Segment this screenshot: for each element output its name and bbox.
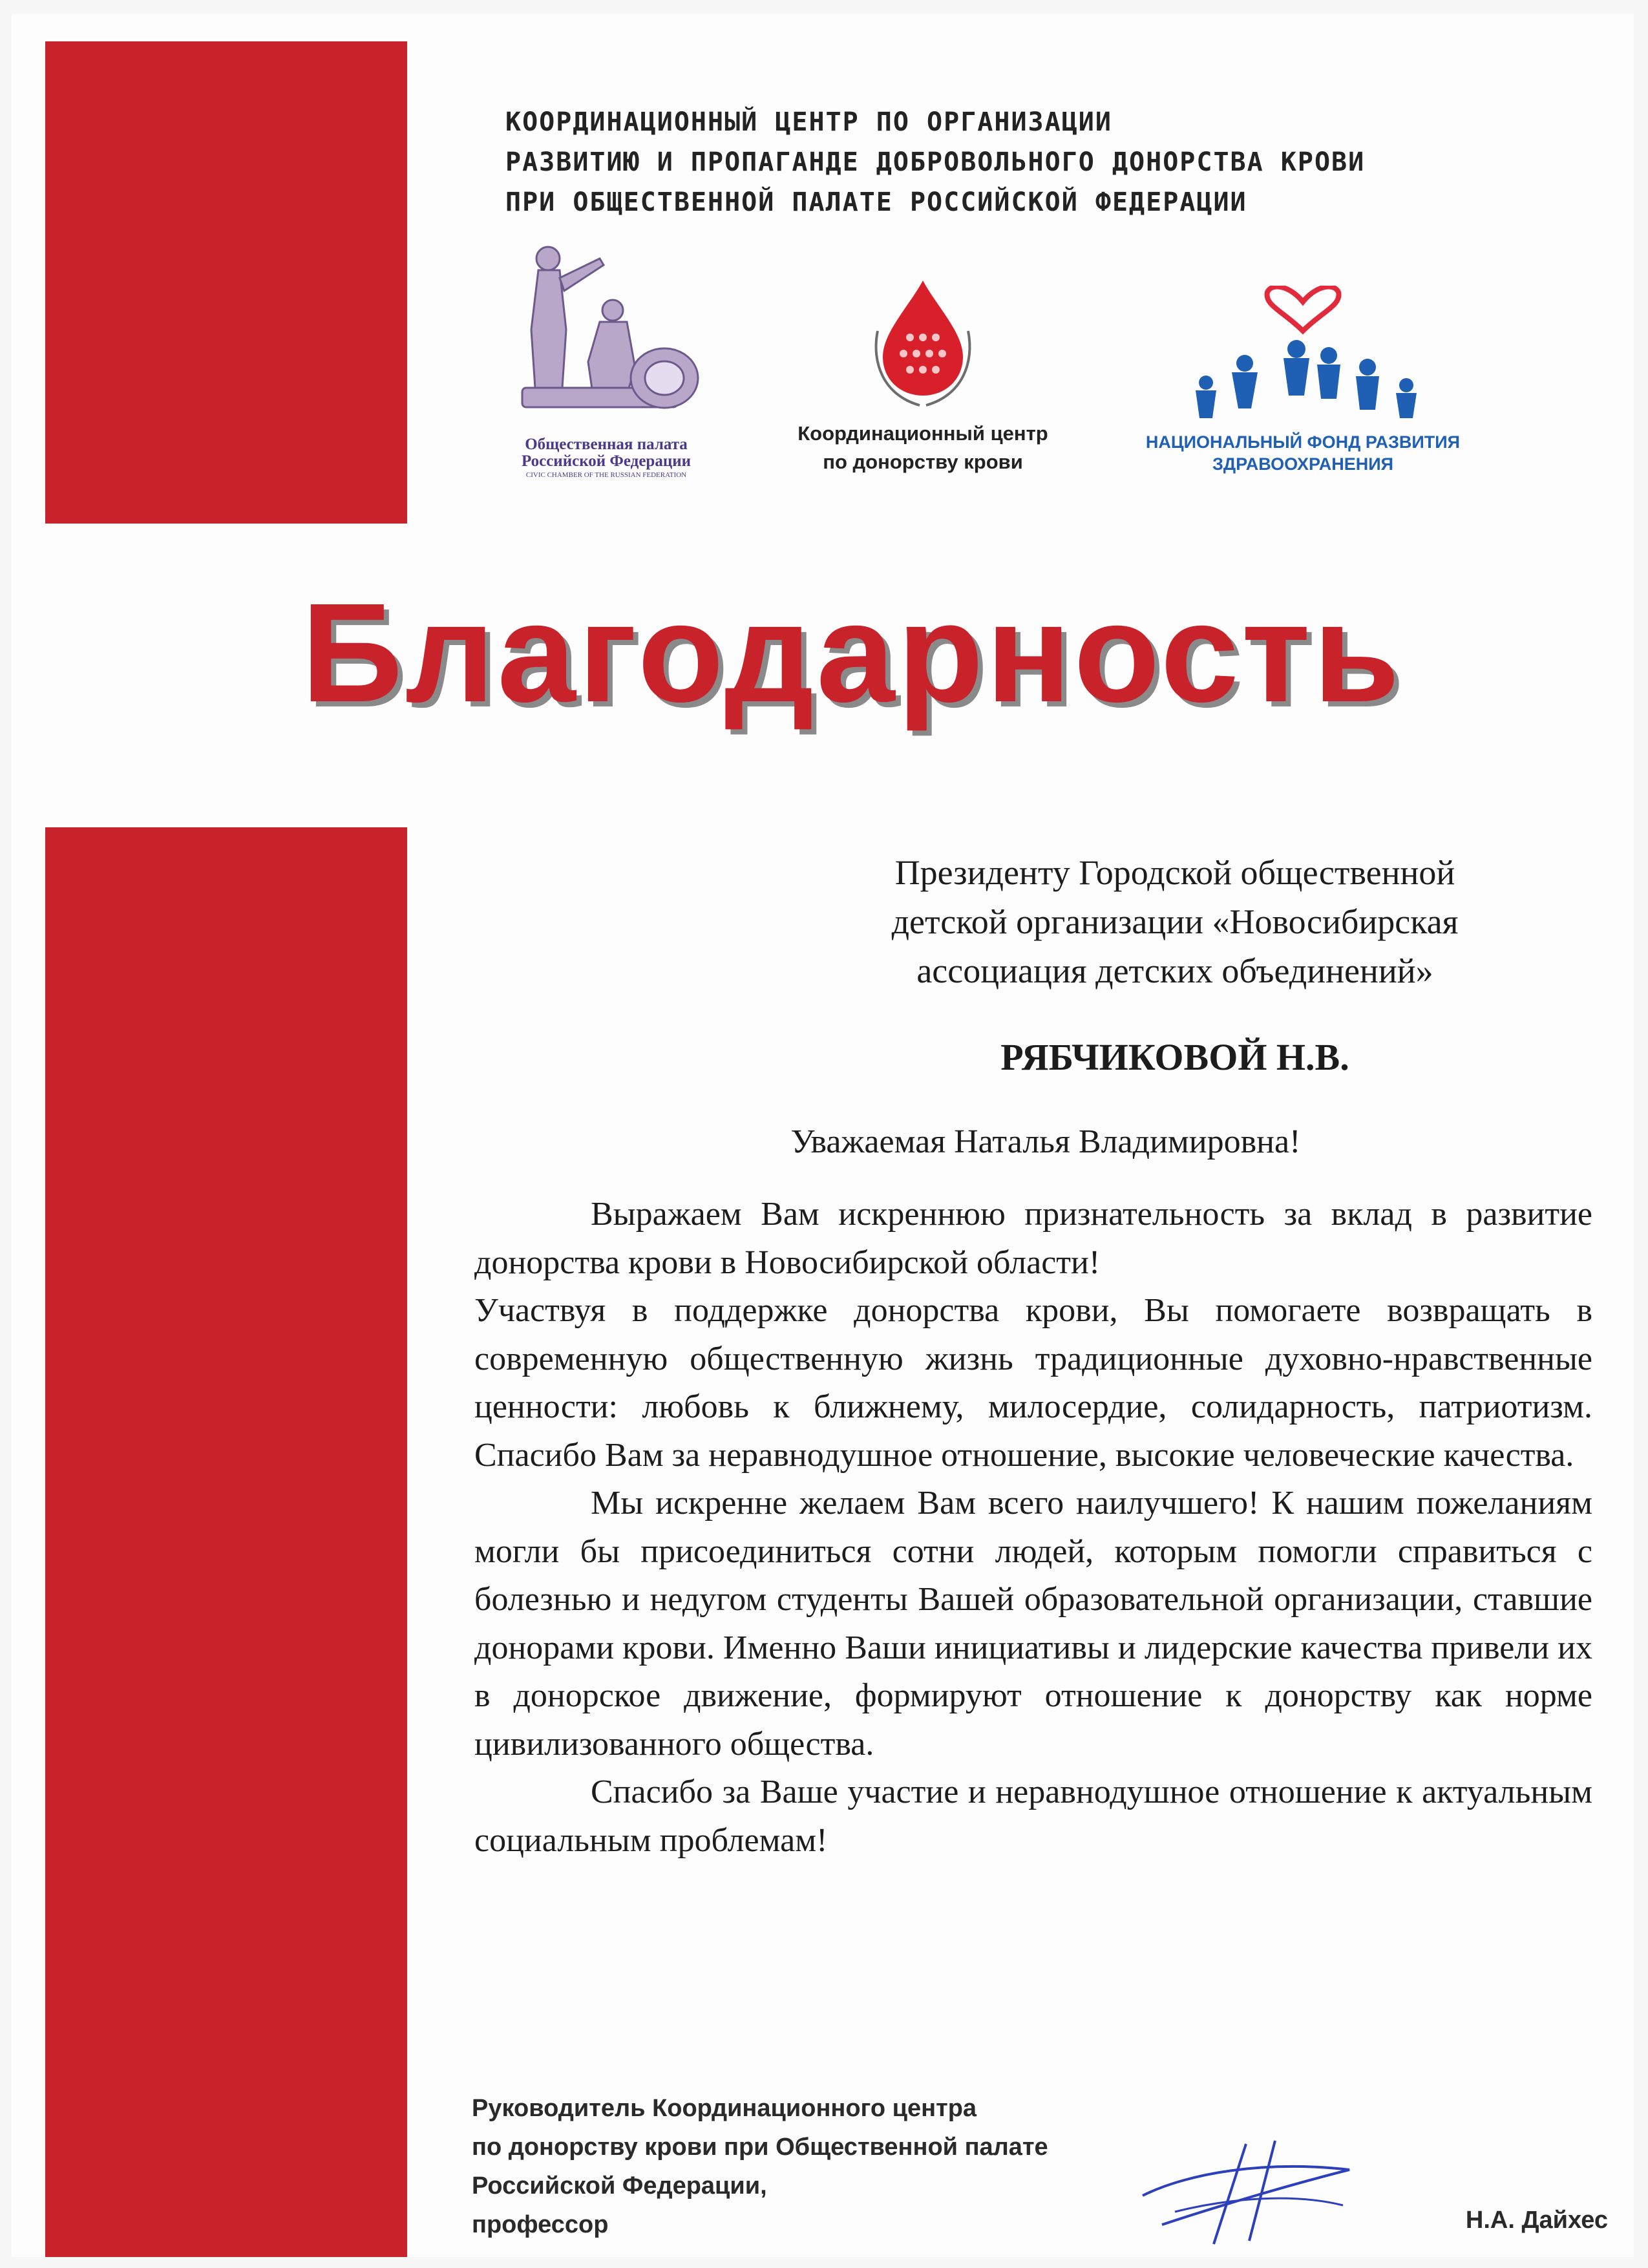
blood-center-caption-2: по донорству крови <box>823 450 1023 473</box>
org-line-3: ПРИ ОБЩЕСТВЕННОЙ ПАЛАТЕ РОССИЙСКОЙ ФЕДЕРАЦИИ <box>505 187 1247 217</box>
body-paragraph-4: Спасибо за Ваше участие и неравнодушное отношение к актуальным социальным проблемам! <box>474 1774 1592 1859</box>
certificate-title: Благодарность <box>301 575 1402 732</box>
blood-center-caption-1: Координационный центр <box>798 422 1048 445</box>
recipient-line-1: Президенту Городской общественной <box>894 853 1455 892</box>
blood-center-logo <box>781 273 1065 480</box>
blood-drop-hands-icon <box>781 273 1065 408</box>
organization-header <box>505 102 1539 222</box>
red-bar-top <box>45 41 407 524</box>
body-paragraph-2: Участвуя в поддержке донорства крови, Вы помогаете возвращать в современную общественную жизнь традиционные духовно-нравственные ценности: любовь к ближнему, милосердие, солидарность, патриотизм. Спасибо Вам за неравнодушное отношение, высокие человеческие качества. <box>474 1292 1592 1474</box>
family-heart-icon <box>1135 286 1471 428</box>
signatory-title <box>472 2089 1183 2244</box>
health-fund-logo <box>1135 286 1471 480</box>
civic-chamber-logo <box>503 239 710 478</box>
signatory-line-2: по донорству крови при Общественной палате <box>472 2134 1048 2161</box>
certificate-sheet <box>12 14 1634 2257</box>
civic-caption-2: Российской Федерации <box>521 452 692 470</box>
health-fund-caption-1: НАЦИОНАЛЬНЫЙ ФОНД РАЗВИТИЯ <box>1145 432 1461 452</box>
recipient-name: РЯБЧИКОВОЙ Н.В. <box>1000 1036 1349 1078</box>
letter-body <box>474 1191 1592 1865</box>
salutation: Уважаемая Наталья Владимировна! <box>790 1123 1301 1160</box>
signatory-name: Н.А. Дайхес <box>1465 2207 1608 2234</box>
handwritten-signature <box>1136 2134 1369 2251</box>
body-paragraph-1: Выражаем Вам искреннюю признательность за вклад в развитие донорства крови в Новосибирской области! <box>474 1196 1592 1281</box>
signatory-line-4: профессор <box>472 2211 609 2238</box>
signatory-line-3: Российской Федерации, <box>472 2172 767 2199</box>
org-line-1: КООРДИНАЦИОННЫЙ ЦЕНТР ПО ОРГАНИЗАЦИИ <box>505 107 1112 137</box>
recipient-line-2: детской организации «Новосибирская <box>891 902 1459 941</box>
recipient-block <box>723 848 1627 995</box>
health-fund-caption-2: ЗДРАВООХРАНЕНИЯ <box>1212 454 1394 474</box>
monument-icon <box>503 239 710 433</box>
signatory-line-1: Руководитель Координационного центра <box>472 2095 977 2122</box>
body-paragraph-3: Мы искренне желаем Вам всего наилучшего! К нашим пожеланиям могли бы присоединиться сотни людей, которым помогли справиться с болезнью и недугом студенты Вашей образовательной организации, ставшие донорами крови. Именно Ваши инициативы и лидерские качества привели их в донорское движение, формируют отношение к донорству как норме цивилизованного общества. <box>474 1485 1592 1763</box>
red-bar-bottom <box>45 827 407 2257</box>
civic-caption-en: CIVIC CHAMBER OF THE RUSSIAN FEDERATION <box>525 471 687 479</box>
org-line-2: РАЗВИТИЮ И ПРОПАГАНДЕ ДОБРОВОЛЬНОГО ДОНОРСТВА КРОВИ <box>505 147 1366 177</box>
recipient-line-3: ассоциация детских объединений» <box>916 951 1433 990</box>
civic-caption-1: Общественная палата <box>525 436 688 453</box>
